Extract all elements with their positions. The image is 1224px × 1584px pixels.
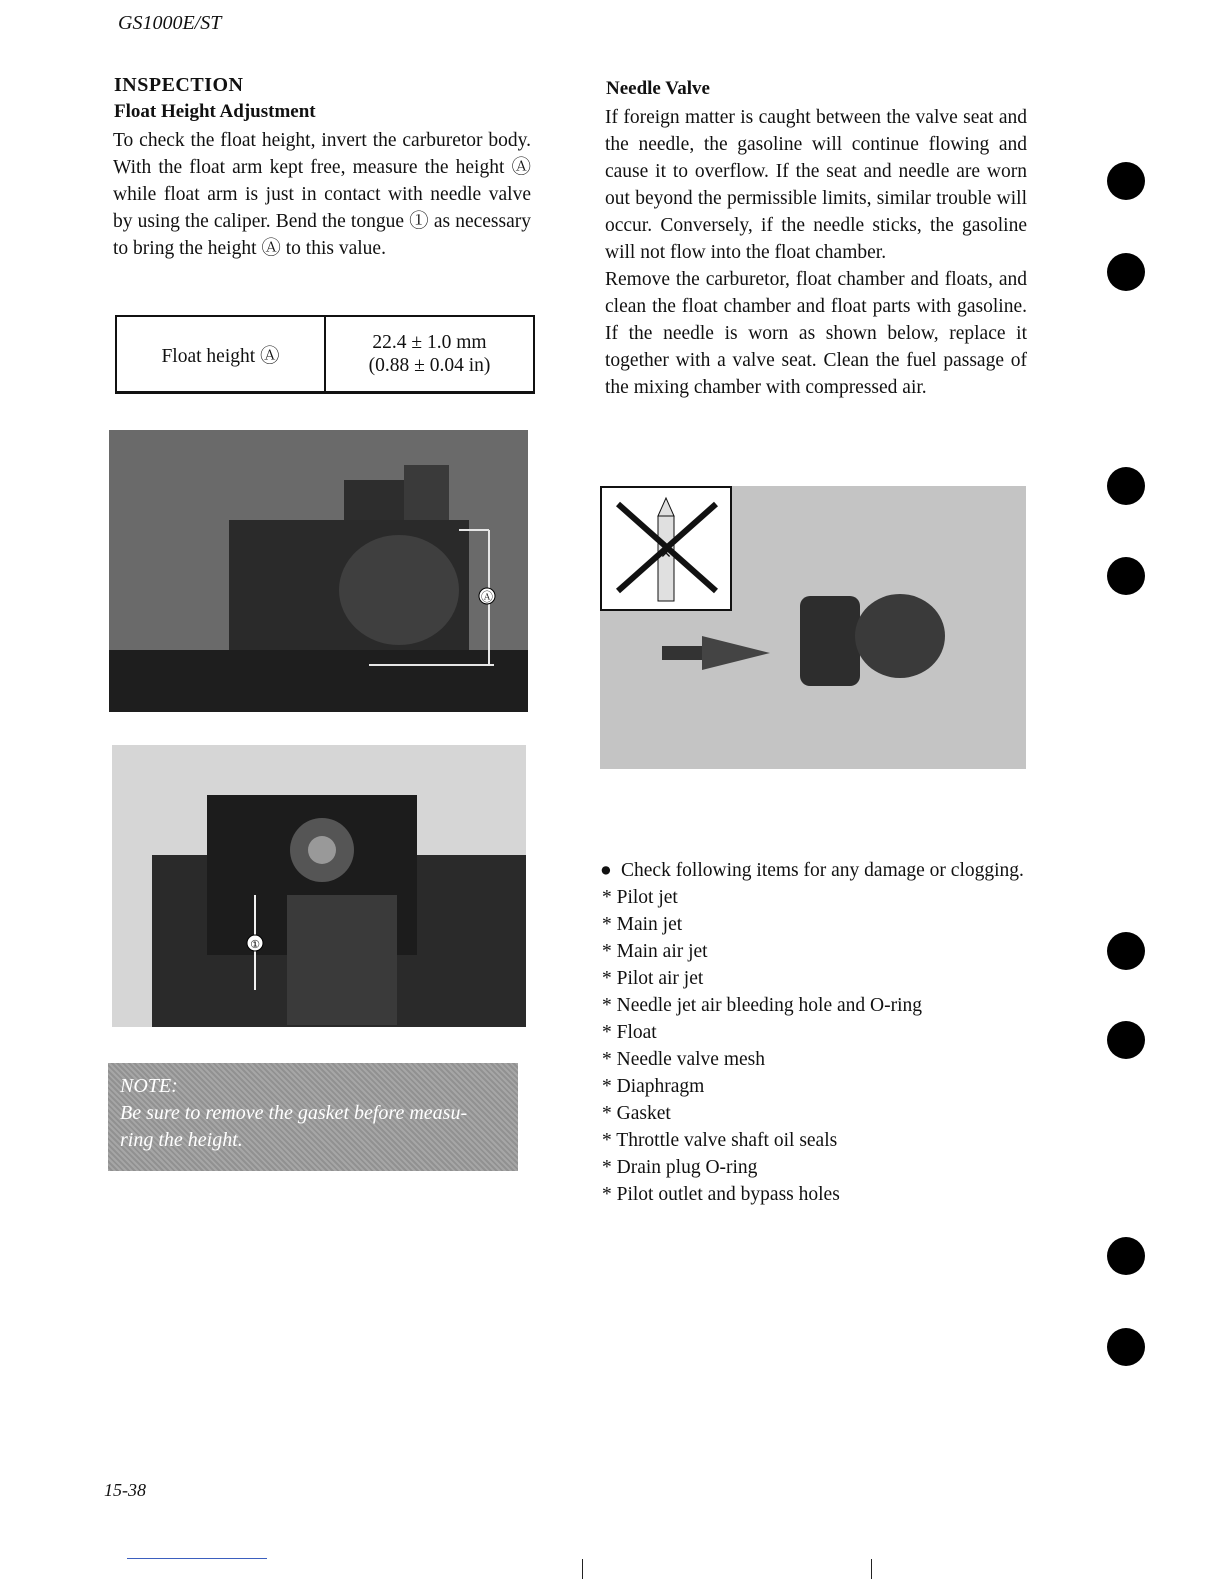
tongue-1-marker: ① [250, 938, 260, 951]
list-item: * Drain plug O-ring [602, 1157, 758, 1178]
punch-hole-icon [1107, 1237, 1145, 1275]
asterisk-icon: * [602, 1184, 612, 1205]
asterisk-icon: * [602, 941, 612, 962]
needle-valve-text [605, 104, 1027, 401]
spec-value [326, 317, 533, 391]
needle-valve-illustration [600, 486, 1026, 769]
float-chamber-illustration [112, 745, 526, 1027]
asterisk-icon: * [602, 1076, 612, 1097]
asterisk-icon: * [602, 1103, 612, 1124]
asterisk-icon: * [602, 1130, 612, 1151]
asterisk-icon: * [602, 968, 612, 989]
asterisk-icon: * [602, 1049, 612, 1070]
bullet-icon: ● [600, 860, 612, 881]
list-item: * Pilot outlet and bypass holes [602, 1184, 840, 1205]
list-item: * Main jet [602, 914, 683, 935]
list-item: * Pilot air jet [602, 968, 704, 989]
note-line-2: ring the height. [120, 1129, 243, 1151]
punch-hole-icon [1107, 162, 1145, 200]
note-title: NOTE: [120, 1075, 178, 1097]
needle-valve-photo [600, 486, 1026, 769]
asterisk-icon: * [602, 995, 612, 1016]
needle-valve-paragraph-2: Remove the carburetor, float chamber and floats, and clean the float chamber and float parts with gasoline. If the needle is worn as shown below, replace it together with a valve seat. Clean the fuel passage of the mixing chamber with compressed air. [605, 269, 1027, 398]
check-list [600, 857, 1030, 1208]
punch-hole-icon [1107, 932, 1145, 970]
running-head: GS1000E/ST [118, 12, 222, 34]
note-box [108, 1063, 518, 1171]
section-heading: INSPECTION [114, 74, 244, 96]
page-number: 15-38 [104, 1480, 146, 1500]
worn-needle-mark: ✕ [660, 546, 672, 562]
list-item: * Gasket [602, 1103, 671, 1124]
crop-mark [582, 1559, 583, 1579]
list-item: * Main air jet [602, 941, 708, 962]
float-height-heading: Float Height Adjustment [114, 101, 316, 122]
crop-mark [871, 1559, 872, 1579]
punch-hole-icon [1107, 1328, 1145, 1366]
check-list-lead [600, 857, 1030, 884]
list-item: * Diaphragm [602, 1076, 705, 1097]
footer-rule [127, 1558, 267, 1559]
height-a-marker: Ⓐ [480, 590, 494, 604]
spec-value-mm: 22.4 ± 1.0 mm [372, 332, 487, 353]
float-tongue-photo [112, 745, 526, 1027]
punch-hole-icon [1107, 253, 1145, 291]
float-height-paragraph: To check the float height, invert the carburetor body. With the float arm kept free, measure the height Ⓐ while float arm is just in contact with needle valve by using the caliper. Bend the tongue ① as necessary to bring the height Ⓐ to this value. [113, 130, 531, 259]
needle-valve-heading: Needle Valve [606, 78, 710, 99]
carburetor-illustration [109, 430, 528, 712]
punch-hole-icon [1107, 467, 1145, 505]
note-line-1: Be sure to remove the gasket before measu- [120, 1102, 468, 1124]
list-item: * Throttle valve shaft oil seals [602, 1130, 838, 1151]
list-item: * Needle valve mesh [602, 1049, 765, 1070]
check-list-lead-text: Check following items for any damage or clogging. [621, 860, 1024, 881]
float-height-photo [109, 430, 528, 712]
spec-label: Float height Ⓐ [117, 317, 326, 391]
list-item: * Needle jet air bleeding hole and O-ring [602, 995, 923, 1016]
float-height-spec-table [115, 315, 535, 394]
needle-valve-paragraph-1: If foreign matter is caught between the valve seat and the needle, the gasoline will continue flowing and cause it to overflow. If the seat and needle are worn out beyond the permissible limits, similar trouble will occur. Conversely, if the needle sticks, the gasoline will not flow into the float chamber. [605, 107, 1027, 263]
list-item: * Float [602, 1022, 657, 1043]
asterisk-icon: * [602, 887, 612, 908]
spec-value-in: (0.88 ± 0.04 in) [368, 355, 491, 376]
asterisk-icon: * [602, 1157, 612, 1178]
punch-hole-icon [1107, 557, 1145, 595]
list-item: * Pilot jet [602, 887, 678, 908]
punch-hole-icon [1107, 1021, 1145, 1059]
asterisk-icon: * [602, 914, 612, 935]
asterisk-icon: * [602, 1022, 612, 1043]
